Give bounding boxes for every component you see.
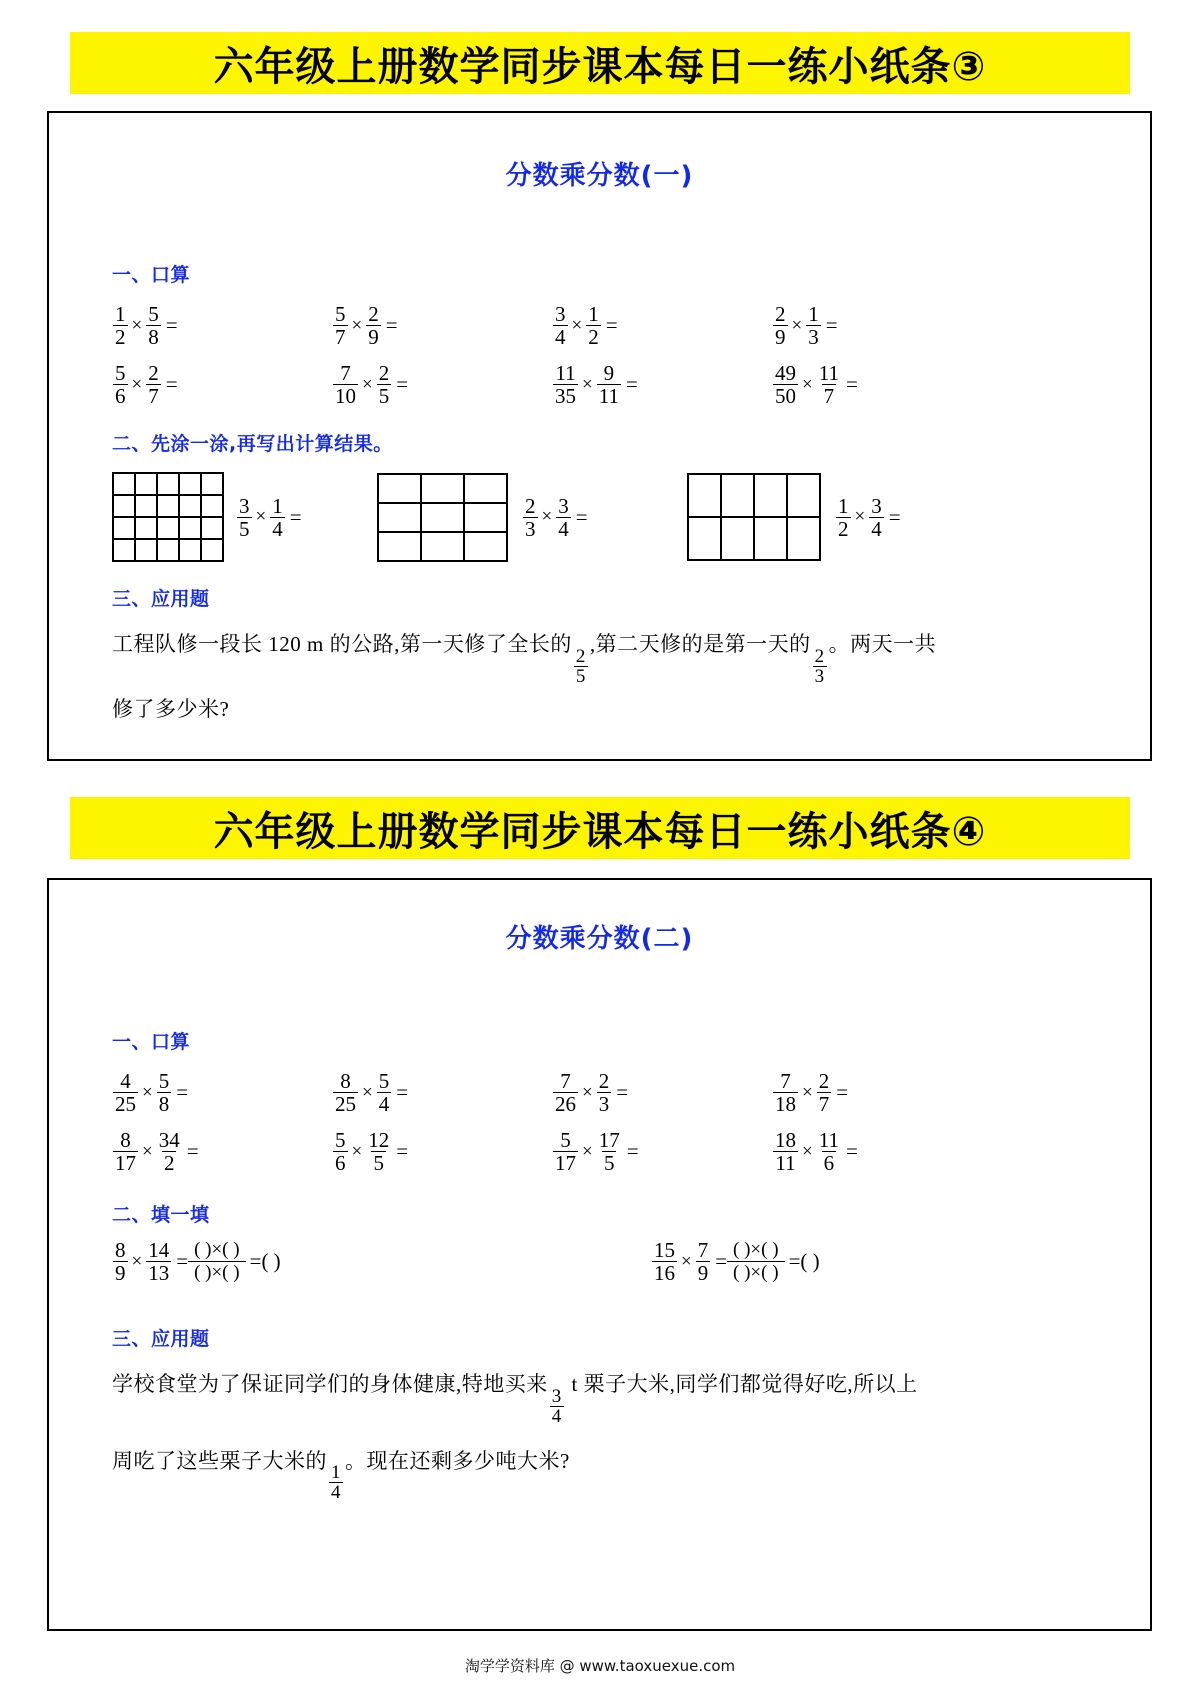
times-icon: × (582, 1081, 593, 1103)
fraction-second: $\frac{5}{8}$ (148, 302, 159, 350)
fraction-first: $\frac{5}{7}$ (335, 302, 346, 350)
oral-expression (552, 1129, 772, 1174)
equals-sign: = (165, 313, 178, 338)
banner-title-2: 六年级上册数学同步课本每日一练小纸条④ (213, 808, 987, 855)
fraction-first: $\frac{2}{3}$ (525, 493, 536, 541)
times-icon: × (142, 1140, 153, 1162)
grid-cell[interactable] (158, 496, 180, 518)
fraction-second: $\frac{3}{4}$ (871, 493, 882, 541)
grid-cell[interactable] (202, 518, 224, 540)
shade-item (687, 472, 967, 562)
fillin-equation (112, 1239, 651, 1284)
oral-expression (772, 1070, 992, 1115)
grid-cell[interactable] (689, 518, 722, 561)
grid-cell[interactable] (755, 518, 788, 561)
fraction-second: $\frac{2}{9}$ (368, 302, 379, 350)
inline-fraction: $\frac{2}{5}$ (575, 645, 586, 687)
oral-expression (332, 303, 552, 348)
equals-sign: = (605, 313, 618, 338)
section-head-2-3: 三、应用题 (112, 1328, 210, 1351)
fraction-first: $\frac{5}{6}$ (115, 361, 126, 409)
oral-row (112, 362, 1150, 407)
fraction-first: $\frac{7}{18}$ (775, 1069, 796, 1117)
times-icon: × (680, 1250, 692, 1272)
grid-cell[interactable] (136, 540, 158, 562)
oral-expression (552, 303, 772, 348)
times-icon: × (802, 1140, 813, 1162)
fraction-first: $\frac{8}{25}$ (335, 1069, 356, 1117)
fraction-second: $\frac{1}{3}$ (808, 302, 819, 350)
oral-expression (772, 362, 992, 407)
grid-cell[interactable] (379, 533, 422, 562)
equals-sign: = (845, 372, 858, 397)
equals-sign: = (845, 1139, 858, 1164)
fraction-second: $\frac{12}{5}$ (368, 1128, 390, 1176)
times-icon: × (131, 373, 143, 395)
oral-expression (112, 362, 332, 407)
fraction-first: $\frac{3}{5}$ (239, 493, 250, 541)
banner-sheet-1 (70, 32, 1130, 94)
fraction-first: $\frac{5}{17}$ (555, 1128, 576, 1176)
times-icon: × (854, 506, 866, 528)
problem-line: 周吃了这些栗子大米的 $\frac{1}{4}$ 。现在还剩多少吨大米? (112, 1448, 570, 1504)
blank-fraction[interactable] (727, 1239, 785, 1284)
fraction-first: $\frac{1}{2}$ (838, 493, 849, 541)
equals-sign: = (186, 1139, 199, 1164)
equals-sign: = (836, 1080, 849, 1105)
grid-cell[interactable] (788, 475, 821, 518)
times-icon: × (255, 506, 267, 528)
fraction-first: $\frac{8}{17}$ (115, 1128, 136, 1176)
grid-cell[interactable] (136, 518, 158, 540)
oral-expression (332, 1070, 552, 1115)
times-icon: × (351, 1140, 363, 1162)
grid-cell[interactable] (379, 504, 422, 533)
oral-expression (112, 1070, 332, 1115)
result-blank[interactable]: ( ) (261, 1249, 281, 1274)
fraction-first: $\frac{1}{2}$ (115, 302, 126, 350)
shade-expression (522, 495, 588, 540)
section-head-1-3: 三、应用题 (112, 588, 210, 611)
fraction-first: $\frac{5}{6}$ (335, 1128, 346, 1176)
grid-cell[interactable] (136, 496, 158, 518)
fraction-second: $\frac{5}{4}$ (378, 1069, 390, 1117)
fraction-first: $\frac{7}{26}$ (555, 1069, 576, 1117)
fraction-grid[interactable] (112, 472, 224, 562)
equals-sign: = (825, 313, 838, 338)
grid-cell[interactable] (114, 474, 136, 496)
grid-cell[interactable] (202, 474, 224, 496)
oral-expression (552, 362, 772, 407)
grid-cell[interactable] (114, 496, 136, 518)
card-sheet-2 (47, 878, 1152, 1631)
grid-cell[interactable] (422, 533, 465, 562)
fraction-first: $\frac{7}{10}$ (335, 361, 356, 409)
word-problem-1 (112, 621, 1110, 733)
grid-cell[interactable] (755, 475, 788, 518)
times-icon: × (802, 373, 813, 395)
times-icon: × (142, 1081, 153, 1103)
fraction-first: $\frac{4}{25}$ (115, 1069, 136, 1117)
denominator-blank[interactable]: ( )×( ) (727, 1261, 785, 1284)
fraction-second: $\frac{1}{4}$ (272, 493, 283, 541)
fraction-grid[interactable] (687, 473, 821, 561)
grid-cell[interactable] (722, 518, 755, 561)
fillin-equation (651, 1239, 1150, 1284)
shade-expression (835, 495, 901, 540)
grid-cell[interactable] (689, 475, 722, 518)
times-icon: × (582, 373, 593, 395)
times-icon: × (571, 314, 583, 336)
fraction-second: $\frac{11}{6}$ (818, 1128, 839, 1176)
grid-cell[interactable] (788, 518, 821, 561)
fraction-first: $\frac{11}{35}$ (555, 361, 576, 409)
oral-expression (112, 303, 332, 348)
equals-sign: = (176, 1080, 189, 1105)
fraction-second: $\frac{7}{9}$ (697, 1238, 709, 1286)
inline-fraction: $\frac{2}{3}$ (814, 645, 825, 687)
times-icon: × (791, 314, 803, 336)
grid-cell[interactable] (180, 540, 202, 562)
oral-expression (332, 362, 552, 407)
grid-cell[interactable] (114, 540, 136, 562)
section-head-2-1: 一、口算 (112, 1031, 191, 1053)
equals-sign: = (396, 1139, 409, 1164)
shade-item (377, 472, 687, 562)
grid-cell[interactable] (180, 518, 202, 540)
equals-sign: = (626, 1139, 639, 1164)
grid-cell[interactable] (158, 474, 180, 496)
oral-row (112, 303, 1150, 348)
grid-cell[interactable] (422, 504, 465, 533)
fraction-first: $\frac{49}{50}$ (775, 361, 796, 409)
problem-line: 学校食堂为了保证同学们的身体健康,特地买来 $\frac{3}{4}$ t 栗子大米,同学们都觉得好吃,所以上 (112, 1372, 918, 1427)
equals-sign: = (249, 1249, 262, 1274)
fraction-grid[interactable] (377, 473, 508, 562)
banner-title-1: 六年级上册数学同步课本每日一练小纸条③ (213, 43, 987, 90)
blank-fraction[interactable] (188, 1239, 246, 1284)
denominator-blank[interactable]: ( )×( ) (188, 1261, 246, 1284)
grid-cell[interactable] (180, 474, 202, 496)
oral-expression (112, 1129, 332, 1174)
fraction-second: $\frac{17}{5}$ (598, 1128, 620, 1176)
grid-cell[interactable] (722, 475, 755, 518)
oral-expression (772, 1129, 992, 1174)
fraction-second: $\frac{1}{2}$ (588, 302, 599, 350)
card-sheet-1 (47, 111, 1152, 761)
section-head-1-1: 一、口算 (112, 264, 191, 286)
grid-cell[interactable] (114, 518, 136, 540)
grid-cell[interactable] (202, 540, 224, 562)
footer-watermark: 淘学学资料库 @ www.taoxuexue.com (464, 1657, 736, 1675)
shade-expression (236, 495, 302, 540)
oral-expression (772, 303, 992, 348)
banner-sheet-2 (70, 797, 1130, 859)
equals-sign: = (788, 1249, 801, 1274)
fraction-second: $\frac{3}{4}$ (558, 493, 569, 541)
fraction-first: $\frac{2}{9}$ (775, 302, 786, 350)
inline-fraction: $\frac{1}{4}$ (331, 1462, 341, 1504)
grid-cell[interactable] (465, 475, 508, 504)
result-blank[interactable]: ( ) (800, 1249, 820, 1274)
grid-cell[interactable] (465, 504, 508, 533)
fraction-first: $\frac{3}{4}$ (555, 302, 566, 350)
oral-expression (552, 1070, 772, 1115)
card-title-2: 分数乘分数(二) (505, 924, 694, 954)
numerator-blank[interactable]: ( )×( ) (733, 1239, 779, 1261)
grid-cell[interactable] (465, 533, 508, 562)
section-head-2-2: 二、填一填 (112, 1204, 210, 1227)
equals-sign: = (396, 372, 409, 397)
fraction-second: $\frac{34}{2}$ (158, 1128, 180, 1176)
fraction-first: $\frac{8}{9}$ (115, 1238, 126, 1286)
times-icon: × (582, 1140, 593, 1162)
times-icon: × (802, 1081, 813, 1103)
equals-sign: = (176, 1249, 189, 1274)
fraction-second: $\frac{14}{13}$ (148, 1238, 170, 1286)
shade-item (112, 472, 377, 562)
equals-sign: = (396, 1080, 409, 1105)
equals-sign: = (165, 372, 178, 397)
grid-cell[interactable] (202, 496, 224, 518)
equals-sign: = (289, 504, 302, 529)
grid-cell[interactable] (180, 496, 202, 518)
fraction-first: $\frac{18}{11}$ (775, 1128, 796, 1176)
times-icon: × (131, 314, 143, 336)
fraction-second: $\frac{2}{3}$ (598, 1069, 610, 1117)
fraction-second: $\frac{9}{11}$ (598, 361, 619, 409)
inline-fraction: $\frac{3}{4}$ (551, 1385, 562, 1427)
problem-line: 修了多少米? (112, 696, 230, 721)
oral-row (112, 1129, 1150, 1174)
grid-cell[interactable] (136, 474, 158, 496)
equals-sign: = (385, 313, 398, 338)
equals-sign: = (625, 372, 638, 397)
oral-row (112, 1070, 1150, 1115)
numerator-blank[interactable]: ( )×( ) (194, 1239, 240, 1261)
fraction-second: $\frac{2}{7}$ (818, 1069, 830, 1117)
times-icon: × (362, 373, 373, 395)
equals-sign: = (616, 1080, 629, 1105)
equals-sign: = (888, 504, 901, 529)
fraction-second: $\frac{11}{7}$ (818, 361, 839, 409)
card-title-1: 分数乘分数(一) (505, 161, 694, 191)
grid-cell[interactable] (158, 540, 180, 562)
equals-sign: = (715, 1249, 728, 1274)
times-icon: × (351, 314, 363, 336)
equals-sign: = (575, 504, 588, 529)
times-icon: × (541, 506, 553, 528)
fraction-second: $\frac{5}{8}$ (158, 1069, 170, 1117)
section-head-1-2: 二、先涂一涂,再写出计算结果。 (112, 433, 393, 456)
times-icon: × (362, 1081, 373, 1103)
word-problem-2 (112, 1361, 1110, 1502)
grid-cell[interactable] (422, 475, 465, 504)
problem-line: 工程队修一段长 120 m 的公路,第一天修了全长的 $\frac{2}{5}$ ,第二天修的是第一天的 $\frac{2}{3}$ 。两天一共 (112, 632, 937, 687)
fraction-second: $\frac{2}{5}$ (378, 361, 390, 409)
grid-cell[interactable] (158, 518, 180, 540)
oral-expression (332, 1129, 552, 1174)
times-icon: × (131, 1250, 143, 1272)
grid-cell[interactable] (379, 475, 422, 504)
fraction-second: $\frac{2}{7}$ (148, 361, 159, 409)
fraction-first: $\frac{15}{16}$ (653, 1238, 675, 1286)
